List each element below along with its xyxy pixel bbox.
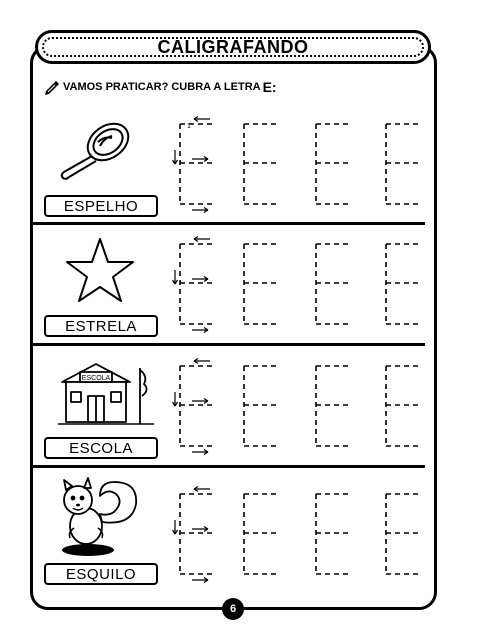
star-icon [64,236,136,306]
school-building-icon [56,358,156,426]
pencil-icon [44,79,60,95]
title-banner [35,30,431,64]
instruction-line [44,79,277,95]
row-divider [32,222,425,225]
row-divider [32,465,425,468]
letter-e-tracing-group [172,116,427,216]
instruction-text: VAMOS PRATICAR? CUBRA A LETRA [63,81,261,93]
letter-e-tracing-group [172,486,427,586]
instruction-letter: E: [262,79,277,95]
row-divider [32,343,425,346]
squirrel-icon [52,476,142,558]
letter-e-tracing-group [172,236,427,336]
word-label: ESPELHO [44,195,158,217]
row-escola [32,348,427,462]
row-estrela [32,228,427,342]
word-label: ESTRELA [44,315,158,337]
row-espelho [32,108,427,222]
hand-mirror-icon [54,118,134,180]
svg-text:1: 1 [187,123,191,130]
letter-e-tracing-group [172,358,427,458]
word-label: ESCOLA [44,437,158,459]
row-esquilo [32,470,427,590]
page-title: CALIGRAFANDO [157,36,309,57]
word-label: ESQUILO [44,563,158,585]
school-sign-text: ESCOLA [81,375,111,382]
page-number-badge: 6 [222,598,244,620]
